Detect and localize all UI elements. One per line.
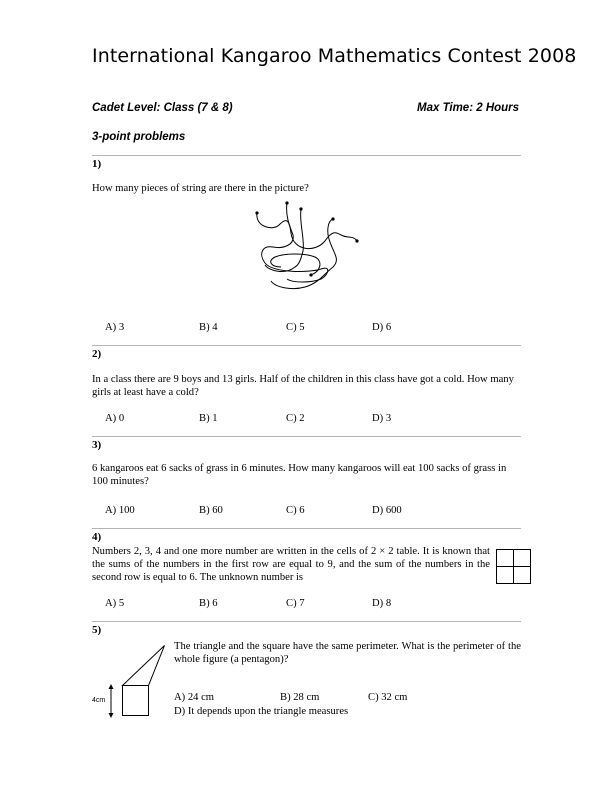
option-a: A) 5 (105, 598, 125, 609)
question-number: 4) (92, 531, 102, 543)
question-text: How many pieces of string are there in the picture? (92, 183, 309, 194)
max-time-label: Max Time: 2 Hours (417, 102, 520, 114)
option-c: C) 5 (286, 322, 305, 333)
divider (92, 155, 521, 156)
height-arrow-icon (106, 684, 116, 718)
question-number: 1) (92, 158, 102, 170)
option-b: B) 28 cm (280, 692, 320, 703)
divider (92, 528, 521, 529)
divider (92, 621, 521, 622)
string-pieces-figure (245, 195, 365, 295)
question-text: Numbers 2, 3, 4 and one more number are written in the cells of 2 × 2 table. It is known that the sums of the numbers in the first row are equal to 9, and the sum of the numbers in the second row is equal to 6. The unknown number is (92, 546, 490, 583)
option-d: D) 8 (372, 598, 392, 609)
option-b: B) 60 (199, 505, 223, 516)
divider (92, 436, 521, 437)
option-a: A) 0 (105, 413, 125, 424)
option-d: D) 6 (372, 322, 392, 333)
section-heading: 3-point problems (92, 131, 186, 143)
option-c: C) 32 cm (368, 692, 408, 703)
question-number: 5) (92, 624, 102, 636)
two-by-two-table (496, 549, 532, 585)
option-c: C) 2 (286, 413, 305, 424)
side-length-label: 4cm (92, 697, 106, 704)
option-b: B) 1 (199, 413, 218, 424)
triangle-square-figure (118, 640, 172, 720)
question-number: 2) (92, 348, 102, 360)
option-d: D) 600 (372, 505, 402, 516)
option-a: A) 100 (105, 505, 135, 516)
question-number: 3) (92, 439, 102, 451)
option-a: A) 24 cm (174, 692, 215, 703)
question-text: The triangle and the square have the same perimeter. What is the perimeter of the whole figure (a pentagon)? (174, 641, 521, 665)
question-text: 6 kangaroos eat 6 sacks of grass in 6 minutes. How many kangaroos will eat 100 sacks of grass in 100 minutes? (92, 463, 507, 487)
option-c: C) 6 (286, 505, 305, 516)
page-title: International Kangaroo Mathematics Contest 2008 (92, 45, 577, 67)
option-d: D) It depends upon the triangle measures (174, 706, 349, 717)
question-text: In a class there are 9 boys and 13 girls. Half of the children in this class have got a cold. How many girls at least have a cold? (92, 374, 514, 398)
option-b: B) 6 (199, 598, 218, 609)
option-b: B) 4 (199, 322, 218, 333)
option-d: D) 3 (372, 413, 392, 424)
option-c: C) 7 (286, 598, 305, 609)
divider (92, 345, 521, 346)
level-label: Cadet Level: Class (7 & 8) (92, 102, 233, 114)
option-a: A) 3 (105, 322, 125, 333)
